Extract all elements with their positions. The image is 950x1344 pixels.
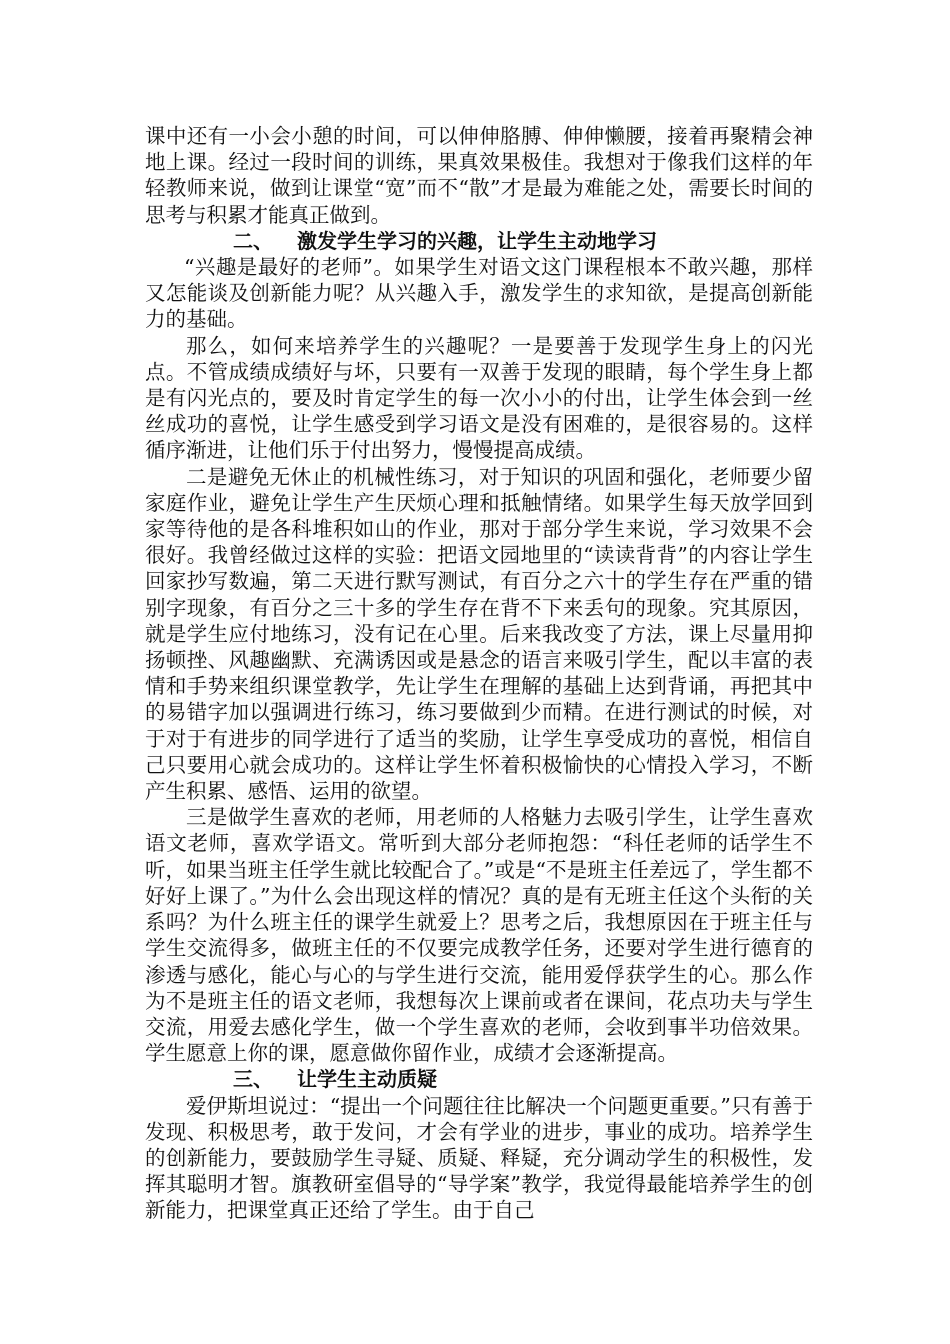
paragraph: 那么，如何来培养学生的兴趣呢？一是要善于发现学生身上的闪光点。不管成绩成绩好与坏，只要有一双善于发现的眼睛，每个学生身上都是有闪光点的，要及时肯定学生的每一次小小的付出，让学生体会到一丝丝成功的喜悦，让学生感受到学习语文是没有困难的，是很容易的。这样循序渐进，让他们乐于付出努力，慢慢提高成绩。 [145, 333, 813, 463]
section-title: 让学生主动质疑 [297, 1067, 437, 1092]
paragraph: 二是避免无休止的机械性练习，对于知识的巩固和强化，老师要少留家庭作业，避免让学生产生厌烦心理和抵触情绪。如果学生每天放学回到家等待他的是各科堆积如山的作业，那对于部分学生来说，学习效果不会很好。我曾经做过这样的实验：把语文园地里的“读读背背”的内容让学生回家抄写数遍，第二天进行默写测试，有百分之六十的学生存在严重的错别字现象，有百分之三十多的学生存在背不下来丢句的现象。究其原因，就是学生应付地练习，没有记在心里。后来我改变了方法，课上尽量用抑扬顿挫、风趣幽默、充满诱因或是悬念的语言来吸引学生，配以丰富的表情和手势来组织课堂教学，先让学生在理解的基础上达到背诵，再把其中的易错字加以强调进行练习，练习要做到少而精。在进行测试的时候，对于对于有进步的同学进行了适当的奖励，让学生享受成功的喜悦，相信自己只要用心就会成功的。这样让学生怀着积极愉快的心情投入学习，不断产生积累、感悟、运用的欲望。 [145, 464, 813, 804]
paragraph: 课中还有一小会小憩的时间，可以伸伸胳膊、伸伸懒腰，接着再聚精会神地上课。经过一段时间的训练，果真效果极佳。我想对于像我们这样的年轻教师来说，做到让课堂“宽”而不“散”才是最为难能之处，需要长时间的思考与积累才能真正做到。 [145, 124, 813, 227]
paragraph: 三是做学生喜欢的老师，用老师的人格魅力去吸引学生，让学生喜欢语文老师，喜欢学语文。常听到大部分老师抱怨：“科任老师的话学生不听，如果当班主任学生就比较配合了。”或是“不是班主任差远了，学生都不好好上课了。”为什么会出现这样的情况？真的是有无班主任这个头衔的关系吗？为什么班主任的课学生就爱上？思考之后，我想原因在于班主任与学生交流得多，做班主任的不仅要完成教学任务，还要对学生进行德育的渗透与感化，能心与心的与学生进行交流，能用爱俘获学生的心。那么作为不是班主任的语文老师，我想每次上课前或者在课间，花点功夫与学生交流，用爱去感化学生，做一个学生喜欢的老师，会收到事半功倍效果。学生愿意上你的课，愿意做你留作业，成绩才会逐渐提高。 [145, 805, 813, 1066]
document-body [145, 123, 813, 1224]
section-number: 二、 [233, 228, 273, 253]
paragraph: 爱伊斯坦说过：“提出一个问题往往比解决一个问题更重要。”只有善于发现、积极思考，敢于发问，才会有学业的进步，事业的成功。培养学生的创新能力，要鼓励学生寻疑、质疑、释疑，充分调动学生的积极性，发挥其聪明才智。旗教研室倡导的“导学案”教学，我觉得最能培养学生的创新能力，把课堂真正还给了学生。由于自己 [145, 1093, 813, 1223]
section-heading [145, 228, 813, 254]
section-number: 三、 [233, 1067, 273, 1092]
section-title: 激发学生学习的兴趣，让学生主动地学习 [297, 228, 657, 253]
paragraph: “兴趣是最好的老师”。如果学生对语文这门课程根本不敢兴趣，那样又怎能谈及创新能力呢？从兴趣入手，激发学生的求知欲，是提高创新能力的基础。 [145, 255, 813, 332]
section-heading [145, 1066, 813, 1092]
